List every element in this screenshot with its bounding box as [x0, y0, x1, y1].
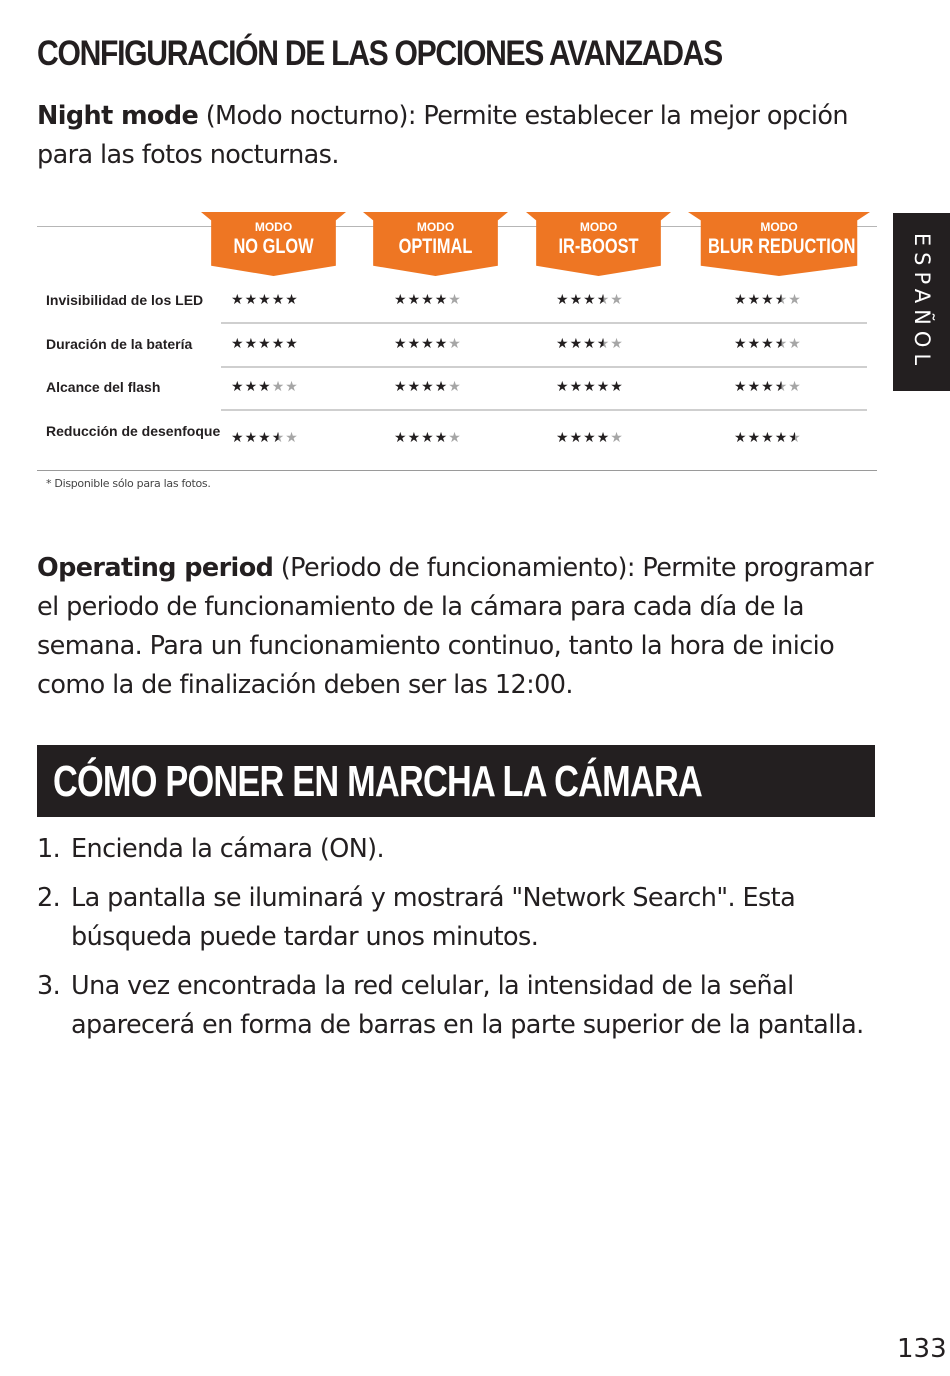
star-full-icon: ★ — [556, 379, 570, 395]
star-full-icon: ★ — [244, 379, 259, 395]
star-full-icon: ★ — [569, 336, 584, 352]
section-banner — [37, 745, 875, 817]
star-full-icon: ★ — [258, 430, 272, 446]
star-full-icon: ★ — [569, 430, 584, 446]
rating-cell — [556, 292, 624, 308]
star-half-icon: ★ — [596, 336, 611, 352]
star-full-icon: ★ — [258, 336, 272, 352]
star-full-icon: ★ — [734, 292, 748, 308]
steps-list — [37, 830, 877, 1055]
mode-tab-ir-boost — [526, 212, 671, 276]
night-mode-term: Night mode — [37, 101, 199, 131]
row-label: Reducción de desenfoque — [46, 423, 221, 439]
star-half-icon: ★ — [271, 430, 286, 446]
page-number: 133 — [897, 1334, 947, 1364]
row-divider — [221, 322, 867, 324]
star-full-icon: ★ — [774, 430, 789, 446]
row-divider — [221, 409, 867, 411]
star-empty-icon: ★ — [271, 379, 286, 395]
rating-cell — [734, 292, 802, 308]
star-full-icon: ★ — [407, 336, 422, 352]
star-full-icon: ★ — [258, 292, 272, 308]
star-full-icon: ★ — [421, 336, 435, 352]
mode-tab-name: OPTIMAL — [398, 235, 473, 258]
star-full-icon: ★ — [258, 379, 272, 395]
rating-cell — [231, 292, 299, 308]
step-number: 2. — [37, 883, 61, 913]
section-banner-title: CÓMO PONER EN MARCHA LA CÁMARA — [53, 757, 702, 806]
operating-period-term: Operating period — [37, 553, 274, 583]
star-empty-icon: ★ — [285, 430, 299, 446]
star-full-icon: ★ — [407, 430, 422, 446]
star-full-icon: ★ — [244, 292, 259, 308]
star-full-icon: ★ — [434, 430, 449, 446]
star-full-icon: ★ — [761, 336, 775, 352]
mode-tab-small: MODO — [579, 220, 618, 234]
mode-tab-no-glow — [201, 212, 346, 276]
star-half-icon: ★ — [774, 336, 789, 352]
star-full-icon: ★ — [569, 292, 584, 308]
star-full-icon: ★ — [747, 336, 762, 352]
star-full-icon: ★ — [244, 430, 259, 446]
rating-cell — [734, 336, 802, 352]
star-full-icon: ★ — [761, 292, 775, 308]
star-full-icon: ★ — [271, 336, 286, 352]
star-full-icon: ★ — [734, 430, 748, 446]
rating-cell — [556, 336, 624, 352]
rating-cell — [394, 430, 462, 446]
star-full-icon: ★ — [583, 336, 597, 352]
rating-cell — [556, 430, 624, 446]
mode-tab-optimal — [363, 212, 508, 276]
modes-table — [37, 212, 877, 512]
language-side-tab-label: ESPAÑOL — [909, 232, 934, 372]
mode-tab-small: MODO — [416, 220, 455, 234]
star-full-icon: ★ — [271, 292, 286, 308]
star-empty-icon: ★ — [285, 379, 299, 395]
mode-tab-name: IR-BOOST — [558, 235, 639, 258]
star-empty-icon: ★ — [610, 292, 624, 308]
rating-cell — [556, 379, 624, 395]
night-mode-paragraph — [37, 97, 887, 175]
table-bottom-rule — [37, 470, 877, 471]
row-label: Alcance del flash — [46, 379, 161, 395]
star-full-icon: ★ — [231, 379, 245, 395]
list-item — [37, 879, 877, 957]
star-full-icon: ★ — [285, 292, 299, 308]
step-number: 1. — [37, 834, 61, 864]
language-side-tab — [893, 213, 950, 391]
star-full-icon: ★ — [394, 430, 408, 446]
rating-cell — [734, 430, 802, 446]
star-full-icon: ★ — [434, 336, 449, 352]
star-full-icon: ★ — [394, 292, 408, 308]
rating-cell — [394, 379, 462, 395]
section-heading: CONFIGURACIÓN DE LAS OPCIONES AVANZADAS — [37, 34, 722, 73]
star-empty-icon: ★ — [788, 292, 802, 308]
star-full-icon: ★ — [747, 292, 762, 308]
star-full-icon: ★ — [596, 430, 611, 446]
star-empty-icon: ★ — [448, 430, 462, 446]
star-full-icon: ★ — [421, 430, 435, 446]
rating-cell — [734, 379, 802, 395]
star-full-icon: ★ — [747, 430, 762, 446]
star-half-icon: ★ — [596, 292, 611, 308]
star-full-icon: ★ — [421, 379, 435, 395]
star-empty-icon: ★ — [788, 379, 802, 395]
night-mode-text: (Modo nocturno): Permite establecer la mejor opción para las fotos nocturnas. — [37, 101, 848, 170]
star-full-icon: ★ — [244, 336, 259, 352]
step-number: 3. — [37, 971, 61, 1001]
row-label: Duración de la batería — [46, 336, 193, 352]
star-full-icon: ★ — [734, 379, 748, 395]
list-item — [37, 967, 877, 1045]
list-item — [37, 830, 877, 869]
rating-cell — [231, 336, 299, 352]
star-full-icon: ★ — [569, 379, 584, 395]
star-full-icon: ★ — [394, 336, 408, 352]
star-empty-icon: ★ — [610, 430, 624, 446]
mode-tab-name: NO GLOW — [233, 235, 314, 258]
rating-cell — [394, 336, 462, 352]
star-half-icon: ★ — [774, 292, 789, 308]
mode-tab-small: MODO — [254, 220, 293, 234]
row-label: Invisibilidad de los LED — [46, 292, 204, 308]
row-divider — [221, 366, 867, 368]
star-empty-icon: ★ — [448, 336, 462, 352]
step-text: La pantalla se iluminará y mostrará "Network Search". Esta búsqueda puede tardar unos minutos. — [71, 883, 796, 952]
star-full-icon: ★ — [747, 379, 762, 395]
star-full-icon: ★ — [407, 379, 422, 395]
star-full-icon: ★ — [421, 292, 435, 308]
star-full-icon: ★ — [407, 292, 422, 308]
operating-period-text: (Periodo de funcionamiento): Permite programar el periodo de funcionamiento de la cámara para cada día de la semana. Para un funcionamiento continuo, tanto la hora de inicio como la de finalización deben ser las 12:00. — [37, 553, 874, 700]
star-full-icon: ★ — [734, 336, 748, 352]
star-full-icon: ★ — [285, 336, 299, 352]
star-full-icon: ★ — [583, 430, 597, 446]
star-empty-icon: ★ — [448, 379, 462, 395]
star-half-icon: ★ — [774, 379, 789, 395]
star-empty-icon: ★ — [448, 292, 462, 308]
step-text: Encienda la cámara (ON). — [71, 834, 385, 864]
star-full-icon: ★ — [556, 292, 570, 308]
mode-tab-blur-reduction — [688, 212, 870, 276]
star-full-icon: ★ — [761, 379, 775, 395]
star-full-icon: ★ — [231, 430, 245, 446]
star-full-icon: ★ — [394, 379, 408, 395]
operating-period-paragraph — [37, 549, 887, 705]
table-footnote: * Disponible sólo para las fotos. — [46, 477, 211, 490]
star-full-icon: ★ — [583, 379, 597, 395]
rating-cell — [231, 430, 299, 446]
mode-tab-small: MODO — [760, 220, 798, 234]
star-full-icon: ★ — [556, 336, 570, 352]
star-full-icon: ★ — [231, 292, 245, 308]
star-full-icon: ★ — [231, 336, 245, 352]
step-text: Una vez encontrada la red celular, la intensidad de la señal aparecerá en forma de barras en la parte superior de la pantalla. — [71, 971, 864, 1040]
star-empty-icon: ★ — [610, 336, 624, 352]
star-empty-icon: ★ — [788, 336, 802, 352]
star-full-icon: ★ — [583, 292, 597, 308]
star-full-icon: ★ — [761, 430, 775, 446]
rating-cell — [394, 292, 462, 308]
star-full-icon: ★ — [556, 430, 570, 446]
star-half-icon: ★ — [788, 430, 802, 446]
mode-tab-name: BLUR REDUCTION — [708, 235, 856, 258]
star-full-icon: ★ — [610, 379, 624, 395]
star-full-icon: ★ — [434, 379, 449, 395]
star-full-icon: ★ — [596, 379, 611, 395]
star-full-icon: ★ — [434, 292, 449, 308]
rating-cell — [231, 379, 299, 395]
